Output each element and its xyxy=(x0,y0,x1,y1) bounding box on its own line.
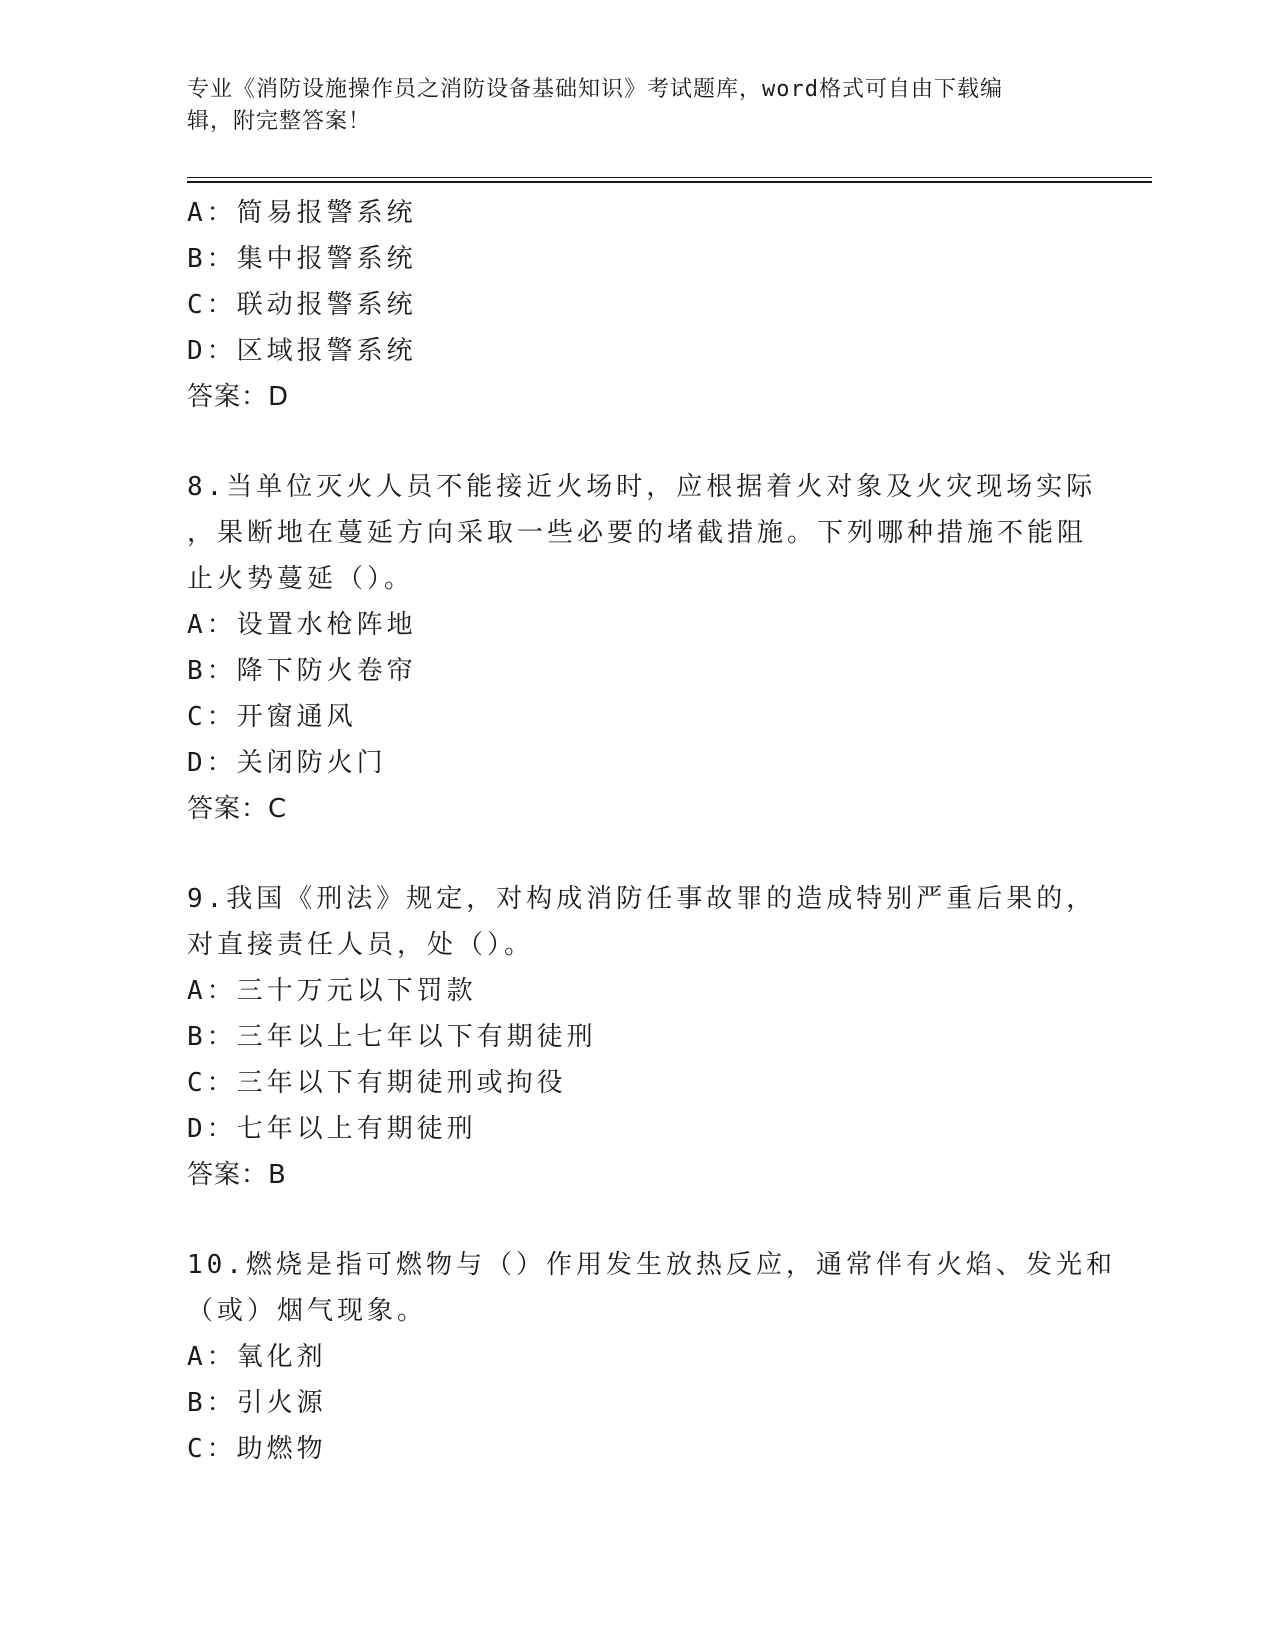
option-d: D：七年以上有期徒刑 xyxy=(187,1114,477,1144)
question-7 xyxy=(187,190,1087,420)
header-line-1: 专业《消防设施操作员之消防设备基础知识》考试题库，word格式可自由下载编 xyxy=(187,77,1003,102)
option-a: A：氧化剂 xyxy=(187,1342,327,1372)
option-b: B：引火源 xyxy=(187,1388,327,1418)
spacer xyxy=(187,832,1087,876)
question-list xyxy=(187,190,1116,1472)
question-stem-line: 止火势蔓延（）。 xyxy=(187,564,415,594)
option-a: A：简易报警系统 xyxy=(187,198,417,228)
answer: 答案：D xyxy=(187,382,290,412)
question-stem-line: 对直接责任人员，处（）。 xyxy=(187,930,535,960)
question-stem-line: 8.当单位灭火人员不能接近火场时，应根据着火对象及火灾现场实际 xyxy=(187,472,1097,502)
header-divider-thin xyxy=(187,177,1152,178)
answer: 答案：C xyxy=(187,794,288,824)
question-10 xyxy=(187,1242,1116,1472)
option-c: C：三年以下有期徒刑或拘役 xyxy=(187,1068,567,1098)
header-line-2: 辑，附完整答案！ xyxy=(187,109,372,134)
question-8 xyxy=(187,464,1097,832)
question-stem-line: （或）烟气现象。 xyxy=(187,1296,428,1326)
question-stem-line: 9.我国《刑法》规定，对构成消防任事故罪的造成特别严重后果的， xyxy=(187,884,1097,914)
answer: 答案：B xyxy=(187,1160,287,1190)
question-9 xyxy=(187,876,1097,1198)
option-d: D：区域报警系统 xyxy=(187,336,417,366)
option-b: B：三年以上七年以下有期徒刑 xyxy=(187,1022,597,1052)
option-a: A：设置水枪阵地 xyxy=(187,610,417,640)
option-a: A：三十万元以下罚款 xyxy=(187,976,477,1006)
question-stem-line: 10.燃烧是指可燃物与（）作用发生放热反应，通常伴有火焰、发光和 xyxy=(187,1250,1116,1280)
spacer xyxy=(187,1198,1087,1242)
option-b: B：降下防火卷帘 xyxy=(187,656,417,686)
document-header xyxy=(187,74,1067,138)
option-b: B：集中报警系统 xyxy=(187,244,417,274)
option-c: C：助燃物 xyxy=(187,1434,327,1464)
header-divider-thick xyxy=(187,181,1152,183)
spacer xyxy=(187,420,1087,464)
option-c: C：开窗通风 xyxy=(187,702,357,732)
option-c: C：联动报警系统 xyxy=(187,290,417,320)
option-d: D：关闭防火门 xyxy=(187,748,387,778)
question-stem-line: ，果断地在蔓延方向采取一些必要的堵截措施。下列哪种措施不能阻 xyxy=(187,518,1088,548)
